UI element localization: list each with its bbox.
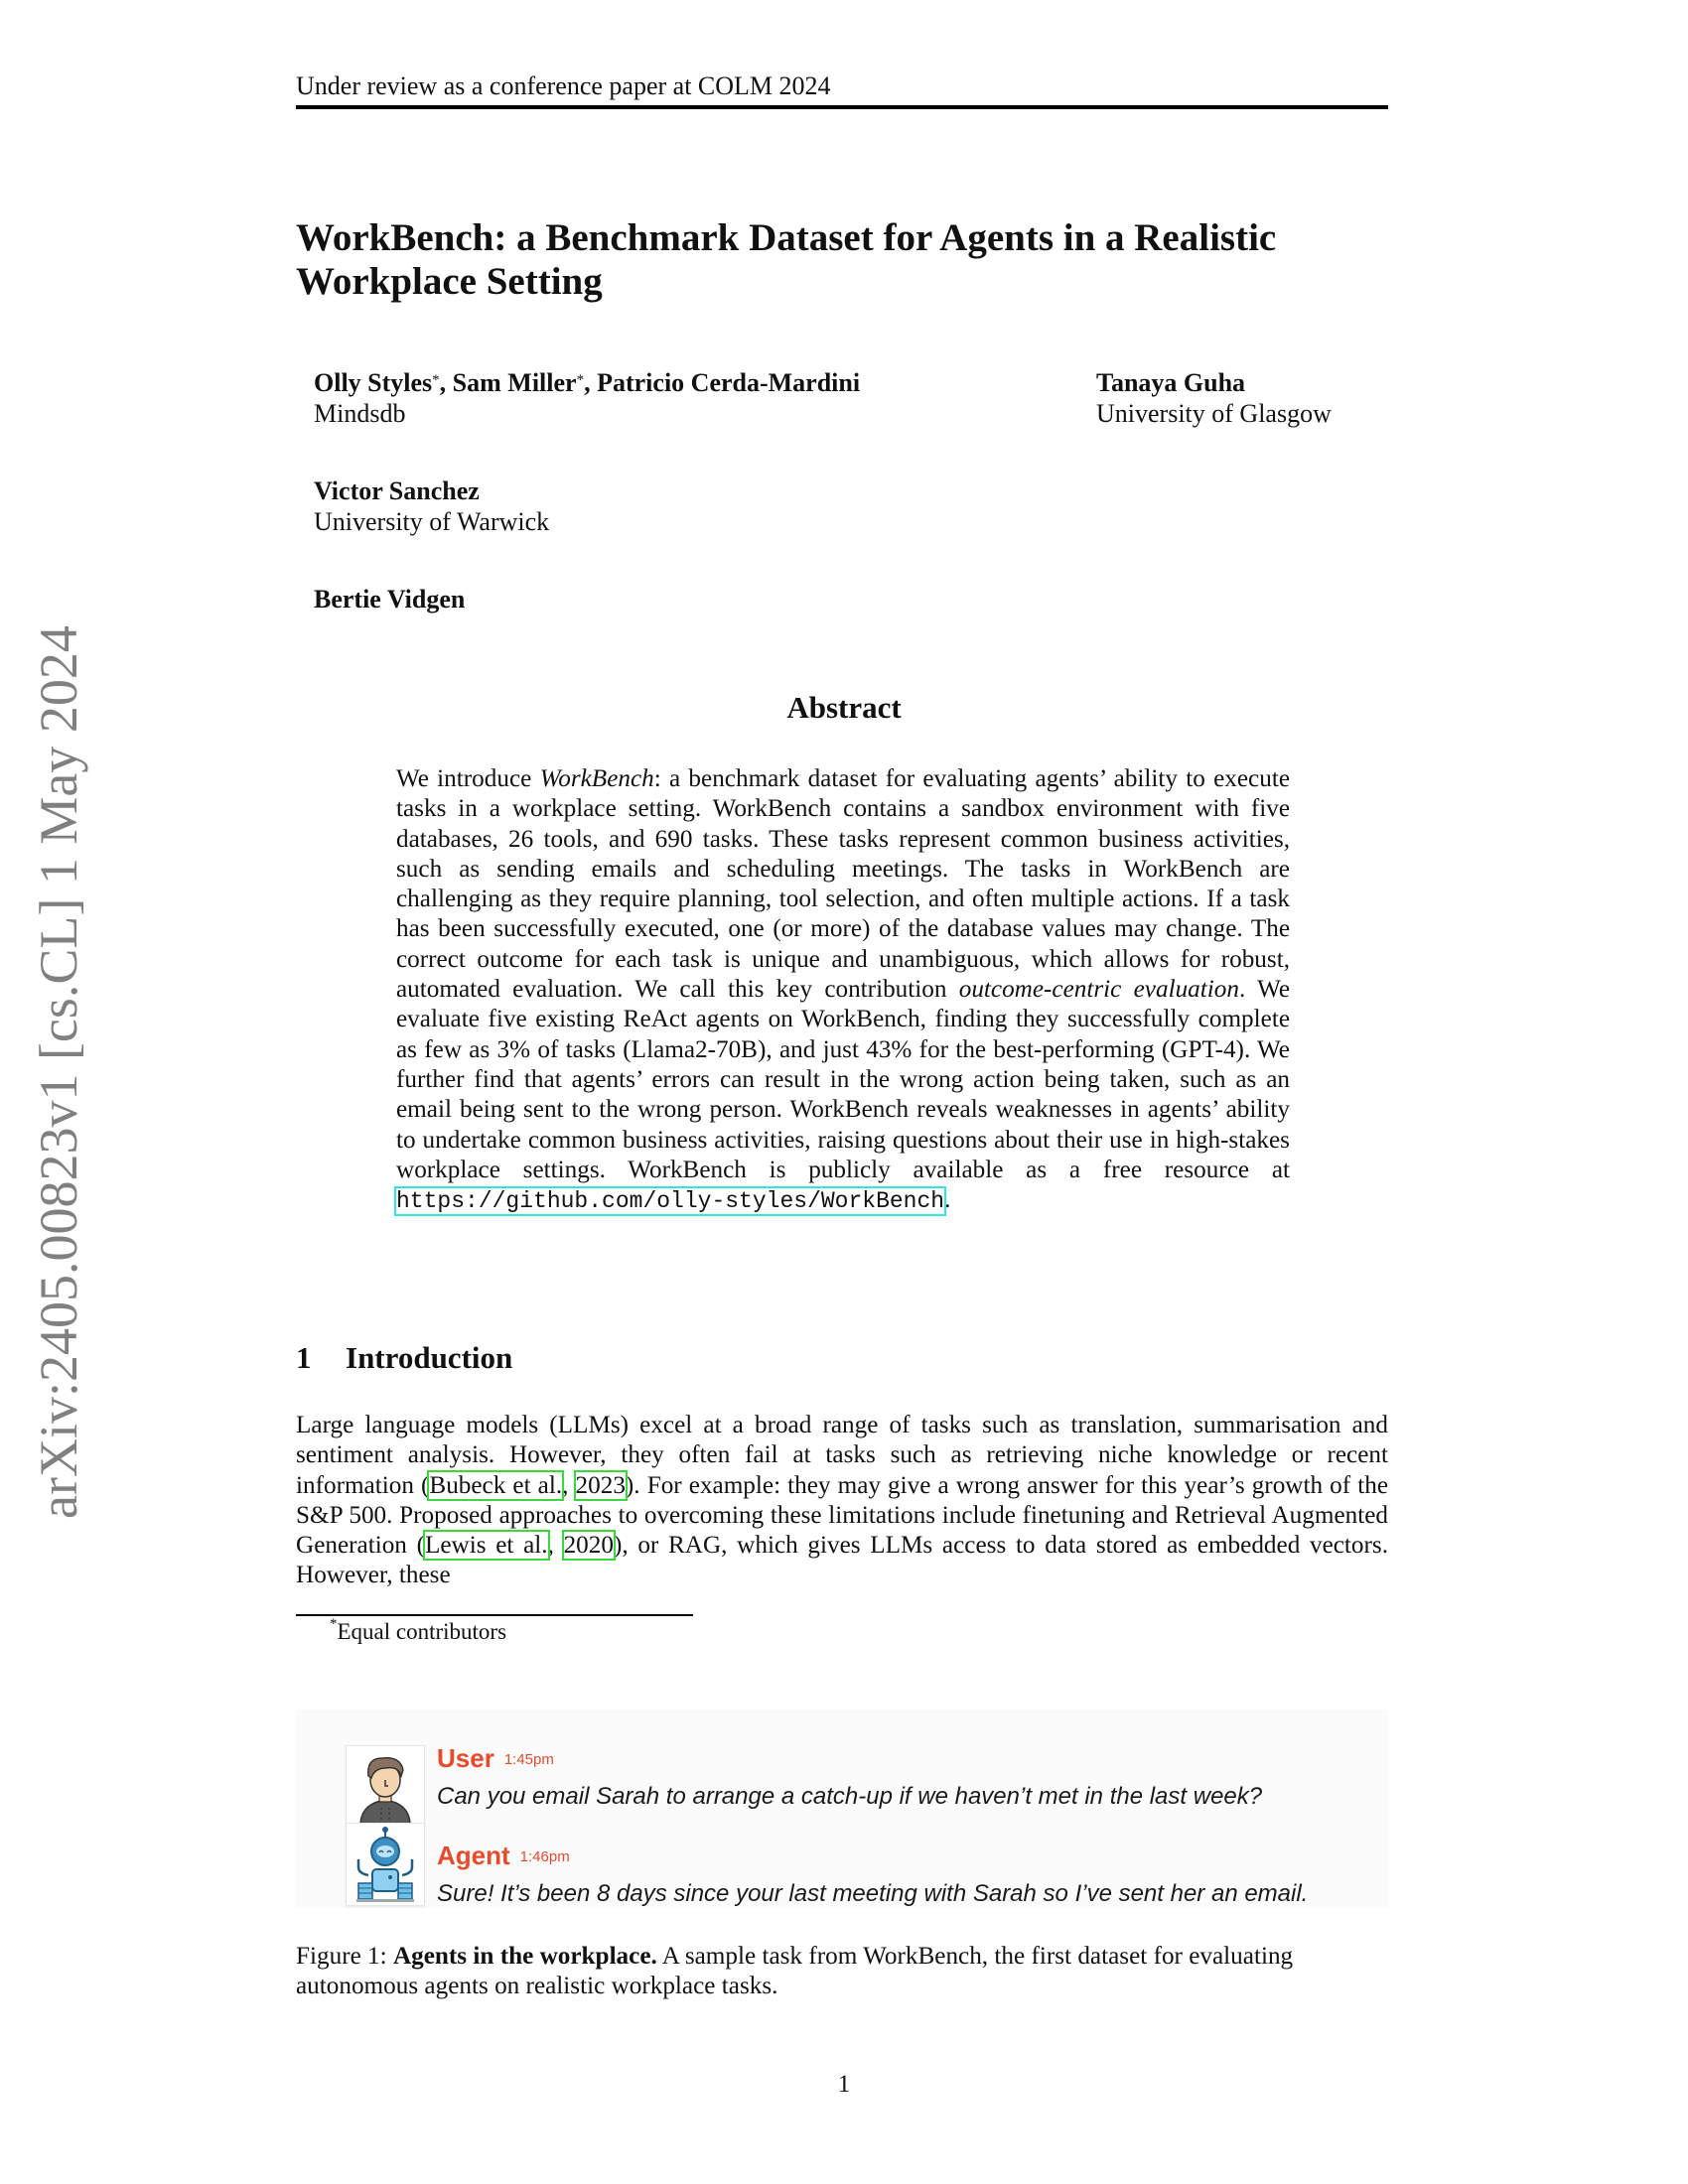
- author-block-2: [1096, 367, 1332, 429]
- body-text: ), or RAG, which gives LLMs access to data stored as embedded vectors. However, these: [296, 1532, 1389, 1589]
- citation-link[interactable]: Lewis et al.: [424, 1532, 548, 1560]
- author-block-4: [314, 584, 465, 615]
- caption-text: A sample task from WorkBench, the first dataset for evaluating autonomous agents on realistic workplace tasks.: [296, 1943, 1294, 2000]
- citation-link[interactable]: Bubeck et al.: [429, 1471, 563, 1499]
- message-sender: [437, 1841, 570, 1871]
- github-link[interactable]: https://github.com/olly-styles/WorkBench: [396, 1188, 945, 1215]
- caption-title: Agents in the workplace.: [392, 1943, 657, 1970]
- affiliation: Mindsdb: [314, 399, 406, 428]
- arxiv-stamp: arXiv:2405.00823v1 [cs.CL] 1 May 2024: [29, 625, 88, 1519]
- running-head: Under review as a conference paper at COLM 2024: [296, 71, 831, 100]
- citation-year-link[interactable]: 2020: [563, 1532, 614, 1560]
- paper-title: WorkBench: a Benchmark Dataset for Agents in a Realistic Workplace Setting: [296, 216, 1277, 303]
- body-text: ). For example: they may give a wrong answer for this year’s growth of the S&P 500. Proposed approaches to overcoming these limitations include finetuning and Retrieval Augmented Generation (: [296, 1471, 1388, 1560]
- footnote-mark: *: [330, 1616, 338, 1632]
- sender-name: Agent: [437, 1841, 510, 1870]
- footnote-text: Equal contributors: [337, 1619, 507, 1644]
- abstract-emphasis: outcome-centric evaluation: [958, 976, 1239, 1004]
- header-rule: [296, 105, 1388, 109]
- abstract-body: [396, 764, 1290, 1216]
- introduction-body: [296, 1411, 1388, 1591]
- author-name: Olly Styles: [314, 368, 433, 397]
- abstract-text: . We evaluate five existing ReAct agents on WorkBench, finding they successfully complete as few as 3% of tasks (Llama2-70B), and just 43% for the best-performing (GPT-4). We further find that agents’ errors can result in the wrong action being taken, such as an email being sent to the wrong person. WorkBench reveals weaknesses in agents’ ability to undertake common business activities, raising questions about their use in high-stakes workplace settings. WorkBench is publicly available as a free resource at: [396, 976, 1291, 1183]
- abstract-text: : a benchmark dataset for evaluating agents’ ability to execute tasks in a workplace setting. WorkBench contains a sandbox environment with five databases, 26 tools, and 690 tasks. These tasks represent common business activities, such as sending emails and scheduling meetings. The tasks in WorkBench are challenging as they require planning, tool selection, and often multiple actions. If a task has been successfully executed, one (or more) of the database values may change. The correct outcome for each task is unique and unambiguous, which allows for robust, automated evaluation. We call this key contribution: [396, 765, 1290, 1004]
- caption-label: Figure 1:: [296, 1943, 393, 1970]
- message-text: Can you email Sarah to arrange a catch-up if we haven’t met in the last week?: [437, 1783, 1263, 1810]
- section-title: Introduction: [346, 1340, 513, 1375]
- sender-name: User: [437, 1743, 494, 1773]
- message-timestamp: 1:46pm: [519, 1848, 570, 1865]
- abstract-text: .: [944, 1186, 951, 1214]
- author-block-1: [314, 367, 860, 429]
- equal-contrib-mark: *: [432, 372, 440, 388]
- robot-avatar-icon: [346, 1823, 425, 1906]
- footnote-rule: [296, 1614, 693, 1616]
- author-name: Bertie Vidgen: [314, 585, 466, 614]
- figure-chat-panel: [296, 1709, 1388, 1908]
- figure-caption: [296, 1942, 1388, 2002]
- equal-contrib-mark: *: [576, 372, 585, 388]
- author-name: Patricio Cerda-Mardini: [597, 368, 861, 397]
- author-separator: ,: [439, 368, 447, 397]
- page-number: 1: [837, 2071, 851, 2098]
- author-name: Sam Miller: [452, 368, 577, 397]
- author-name: Victor Sanchez: [314, 477, 480, 505]
- author-block-3: [314, 476, 549, 537]
- message-timestamp: 1:45pm: [503, 1751, 554, 1768]
- section-number: 1: [296, 1340, 312, 1375]
- citation-year-link[interactable]: 2023: [575, 1471, 626, 1499]
- author-separator: ,: [584, 368, 591, 397]
- footnote: [330, 1616, 507, 1645]
- message-sender: [437, 1743, 554, 1774]
- abstract-heading: Abstract: [786, 690, 902, 725]
- author-name: Tanaya Guha: [1096, 368, 1246, 397]
- citation-separator: ,: [547, 1532, 564, 1560]
- citation-separator: ,: [562, 1471, 576, 1499]
- body-text: Large language models (LLMs) excel at a broad range of tasks such as translation, summarisation and sentiment analysis. However, they often fail at tasks such as retrieving niche knowledge or recent information (: [296, 1412, 1388, 1499]
- user-avatar-icon: [346, 1745, 425, 1829]
- affiliation: University of Glasgow: [1096, 399, 1332, 428]
- abstract-emphasis: WorkBench: [539, 765, 654, 792]
- message-text: Sure! It’s been 8 days since your last meeting with Sarah so I’ve sent her an email.: [437, 1880, 1309, 1907]
- author-names: [314, 367, 860, 399]
- abstract-text: We introduce: [396, 765, 540, 792]
- affiliation: University of Warwick: [314, 507, 550, 536]
- section-heading-introduction: [296, 1340, 512, 1376]
